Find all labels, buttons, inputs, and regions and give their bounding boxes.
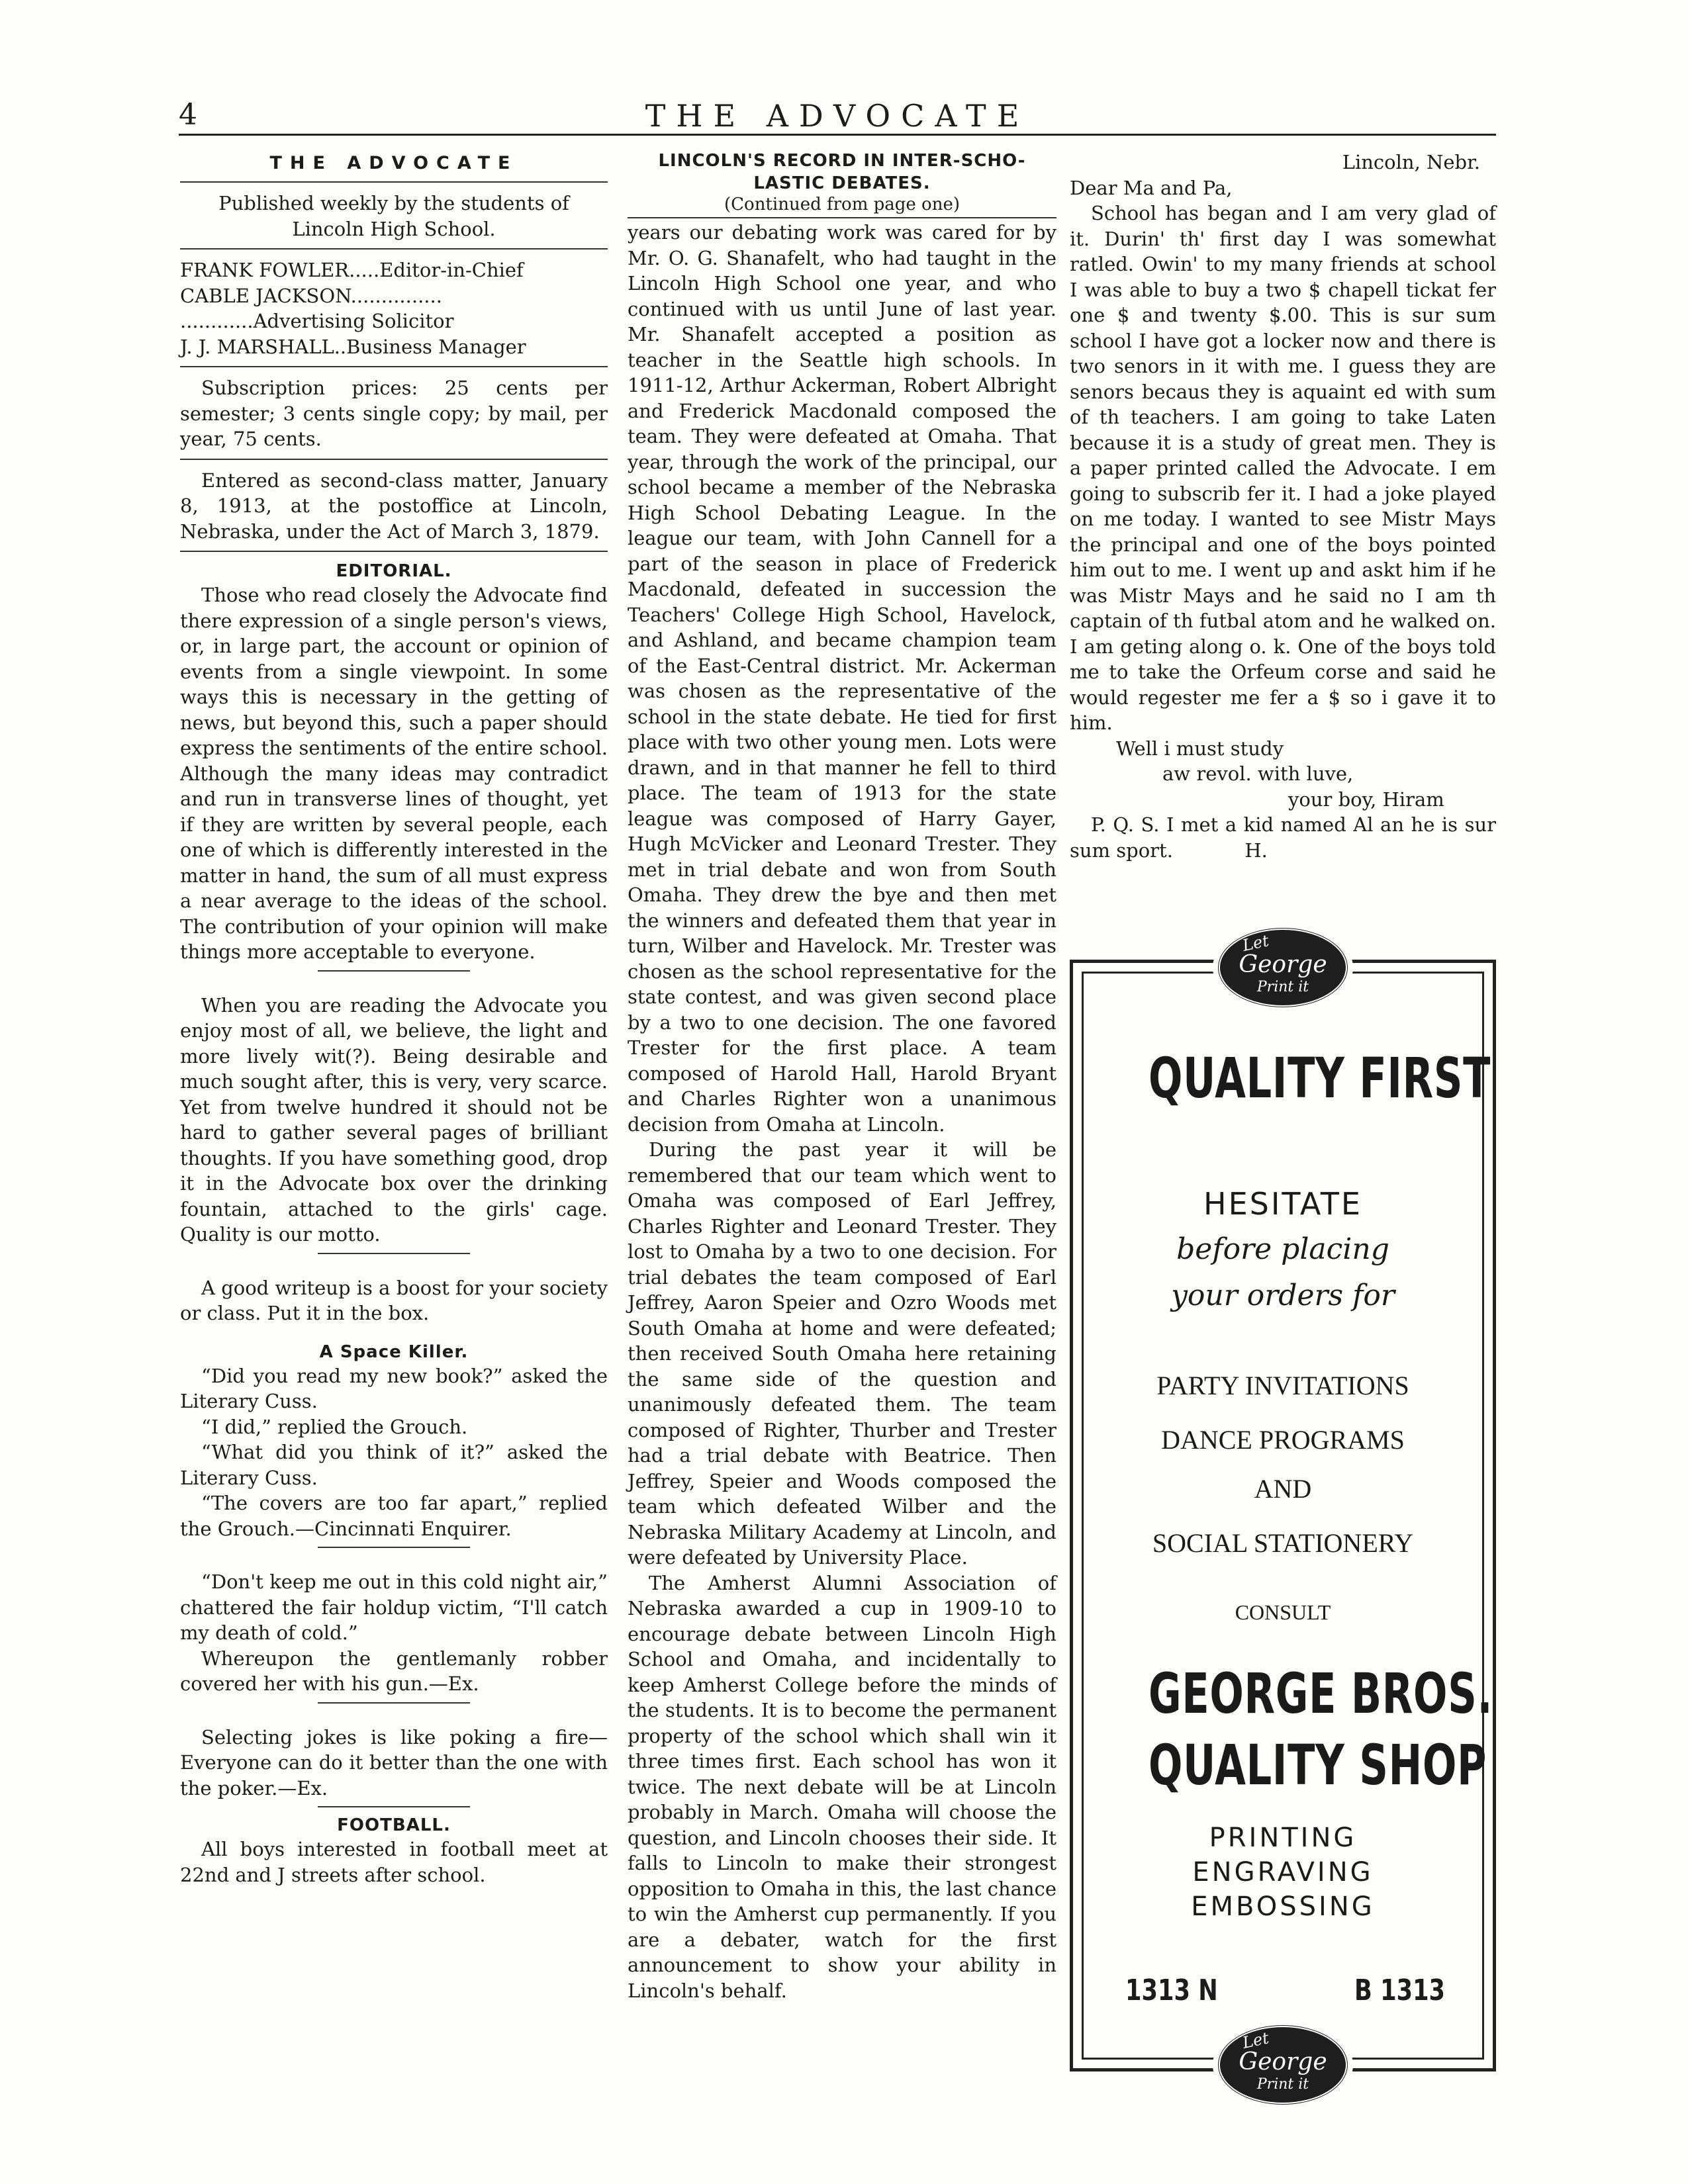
divider [180, 181, 608, 183]
running-head [179, 98, 1496, 132]
published-line-2: Lincoln High School. [292, 217, 496, 240]
jokes-paragraph: Selecting jokes is like poking a fire—Everyone can do it better than the one with the poker.—Ex. [180, 1725, 608, 1799]
continued-note: (Continued from page one) [724, 195, 960, 214]
holdup-joke-2: Whereupon the gentlemanly robber covered her with his gun.—Ex. [180, 1647, 608, 1695]
letter-postscript [1070, 812, 1496, 863]
published-line-1: Published weekly by the students of [218, 192, 569, 214]
header-rule [179, 134, 1496, 136]
subscription-prices: Subscription prices: 25 cents per semester; 3 cents single copy; by mail, per year, 75 cents. [180, 377, 608, 450]
column-left [180, 150, 608, 1888]
let-george-print-it-seal-top: Let George Print it [1217, 927, 1349, 1009]
page-number: 4 [179, 98, 197, 132]
staff-business-manager: J. J. MARSHALL..Business Manager [180, 335, 526, 358]
space-killer-line: “The covers are too far apart,” replied the Grouch.—Cincinnati Enquirer. [180, 1492, 608, 1540]
ad-social-stationery: SOCIAL STATIONERY [1152, 1528, 1414, 1558]
postscript-text: P. Q. S. I met a kid named Al an he is sur sum sport. [1070, 813, 1496, 862]
space-killer-line: “I did,” replied the Grouch. [201, 1415, 468, 1438]
letter-signature: your boy, Hiram [1288, 788, 1444, 811]
divider [180, 459, 608, 460]
ad-quality-shop: QUALITY SHOP [1148, 1733, 1487, 1797]
letter-body: School has began and I am very glad of it. Durin' th' first day I was somewhat ratled. Owin' to my many friends at school I was able to buy a two $ chapell tickat fer one $ and twenty $.00. This is sur sum school I have got a locker now and there is two senors in it with me. I guess they are senors becaus they is aquaint ed with sum of th teachers. I am going to take Laten because it is a study of great men. They is a paper printed called the Advocate. I em going to subscrib fer it. I had a joke played on me today. I wanted to see Mistr Mays the principal and one of the boys pointed him out to me. I went up and askt him if he was Mistr Mays and he said no I am th captain of th futbal atom and he walked on. I am geting along o. k. One of the boys told me to take the Orfeum corse and said he would regester me fer a $ so i gave it to him. [1070, 202, 1496, 734]
let-george-print-it-seal-bottom: Let George Print it [1217, 2024, 1349, 2106]
ad-george-bros: GEORGE BROS. [1148, 1661, 1493, 1726]
letter-place: Lincoln, Nebr. [1342, 151, 1480, 173]
letter-closing-1: Well i must study [1116, 737, 1284, 760]
debates-heading-line-1: LINCOLN'S RECORD IN INTER-SCHO- [658, 151, 1026, 171]
debates-paragraph-1: years our debating work was cared for by Mr. O. G. Shanafelt, who had taught in the Lincoln High School one year, and who continued with us until June of last year. Mr. Shanafelt accepted a position as teacher in the Seattle high schools. In 1911-12, Arthur Ackerman, Robert Albright and Frederick Macdonald composed the team. They were defeated at Omaha. That year, through the work of the principal, our school became a member of the Nebraska High School Debating League. In the league our team, with John Cannell for a part of the season in place of Frederick Macdonald, defeated in succession the Teachers' College High School, Havelock, and Ashland, and became champion team of the East-Central district. Mr. Ackerman was chosen as the representative of the school in the state debate. He tied for first place with two other young men. Lots were drawn, and in that manner he fell to third place. The team of 1913 for the state league was composed of Harry Gayer, Hugh McVicker and Leonard Trester. They met in trial debate and won from South Omaha. They drew the bye and then met the winners and defeated them that year in turn, Wilber and Havelock. Mr. Trester was chosen as the school representative for the state contest, and was given second place by a two to one decision. The one favored Trester for the first place. A team composed of Harold Hall, Harold Bryant and Charles Righter won a unanimous decision from Omaha at Lincoln. [628, 221, 1056, 1136]
ad-printing: PRINTING [1209, 1823, 1357, 1853]
masthead: THE ADVOCATE [645, 98, 1030, 134]
ad-address-left: 1313 N [1125, 1974, 1218, 2007]
ad-consult: CONSULT [1235, 1600, 1331, 1624]
ad-party-invitations: PARTY INVITATIONS [1156, 1371, 1409, 1400]
staff-advertising: ............Advertising Solicitor [180, 310, 454, 332]
editorial-paragraph-2: When you are reading the Advocate you enjoy most of all, we believe, the light and more lively wit(?). Being desirable and much sought after, this is very, very scarce. Yet from twelve hundred it should not be hard to gather several pages of brilliant thoughts. If you have something good, drop it in the Advocate box over the drinking fountain, attached to the girls' cage. Quality is our motto. [180, 993, 608, 1246]
divider [180, 366, 608, 367]
george-bros-advertisement [1070, 931, 1496, 2093]
staff-editor: FRANK FOWLER.....Editor-in-Chief [180, 259, 524, 281]
editorial-paragraph-1: Those who read closely the Advocate find there expression of a single person's views, or, in large part, the account or opinion of events from a single viewpoint. In some ways this is necessary in the getting of news, but beyond this, such a paper should express the sentiments of the entire school. Although the many ideas may contradict and run in transverse lines of thought, yet if they are written by several people, each one of which is differently interested in the matter in hand, the sum of all must express a near average to the ideas of the school. The contribution of your opinion will make things more acceptable to everyone. [180, 584, 608, 963]
paper-title: THE ADVOCATE [269, 153, 518, 173]
postscript-initial: H. [1244, 839, 1268, 862]
football-paragraph: All boys interested in football meet at 22nd and J streets after school. [180, 1838, 608, 1886]
column-middle [628, 150, 1056, 2003]
debates-paragraph-2: During the past year it will be remembered that our team which went to Omaha was composed of Earl Jeffrey, Charles Righter and Leonard Trester. They lost to Omaha by a two to one decision. For trial debates the team composed of Earl Jeffrey, Aaron Speier and Ozro Woods met South Omaha at home and were defeated; then received South Omaha here retaining the same side of the question and unanimously defeated them. The team composed of Righter, Thurber and Trester had a trial debate with Beatrice. Then Jeffrey, Speier and Woods composed the team which defeated Wilber and the Nebraska Military Academy at Lincoln, and were defeated by University Place. [628, 1138, 1056, 1569]
ad-before-placing: before placing [1176, 1232, 1389, 1266]
ad-embossing: EMBOSSING [1191, 1891, 1375, 1922]
short-divider [318, 1806, 470, 1807]
short-divider [318, 970, 470, 972]
divider [628, 217, 1056, 218]
space-killer-heading: A Space Killer. [319, 1342, 469, 1362]
short-divider [318, 1547, 470, 1548]
debates-heading-line-2: LASTIC DEBATES. [753, 173, 931, 193]
divider [180, 248, 608, 250]
space-killer-line: “What did you think of it?” asked the Literary Cuss. [180, 1441, 608, 1489]
debates-paragraph-3: The Amherst Alumni Association of Nebraska awarded a cup in 1909-10 to encourage debate between Lincoln High School and Omaha, and incidentally to keep Amherst College before the minds of the students. It is to become the permanent property of the school which shall win it three times first. Each school has won it twice. The next debate will be at Lincoln probably in March. Omaha will choose the question, and Lincoln chooses their side. It falls to Lincoln to make their strongest opposition to Omaha in this, the last chance to win the Amherst cup permanently. If you are a debater, watch for the first announcement to show your ability in Lincoln's behalf. [628, 1571, 1056, 2002]
short-divider [318, 1253, 470, 1254]
ad-and: AND [1254, 1474, 1312, 1504]
letter-closing-2: aw revol. with luve, [1162, 762, 1354, 785]
entered-notice: Entered as second-class matter, January 8, 1913, at the postoffice at Lincoln, Nebraska, under the Act of March 3, 1879. [180, 469, 608, 543]
editorial-heading: EDITORIAL. [336, 561, 452, 581]
ad-address-right: B 1313 [1354, 1974, 1446, 2007]
holdup-joke-1: “Don't keep me out in this cold night air,” chattered the fair holdup victim, “I'll catch my death of cold.” [180, 1570, 608, 1644]
ad-hesitate: HESITATE [1203, 1186, 1362, 1222]
letter-salutation: Dear Ma and Pa, [1070, 176, 1233, 199]
ad-engraving: ENGRAVING [1192, 1857, 1374, 1888]
ad-dance-programs: DANCE PROGRAMS [1161, 1425, 1405, 1455]
short-divider [318, 1702, 470, 1704]
editorial-paragraph-3: A good writeup is a boost for your society or class. Put it in the box. [180, 1276, 608, 1324]
staff-cable-jackson: CABLE JACKSON............... [180, 284, 442, 307]
ad-quality-first: QUALITY FIRST [1148, 1046, 1491, 1111]
divider [180, 551, 608, 552]
column-right-letter [1070, 150, 1496, 863]
space-killer-line: “Did you read my new book?” asked the Literary Cuss. [180, 1364, 608, 1412]
football-heading: FOOTBALL. [337, 1815, 451, 1835]
ad-your-orders: your orders for [1171, 1279, 1395, 1312]
